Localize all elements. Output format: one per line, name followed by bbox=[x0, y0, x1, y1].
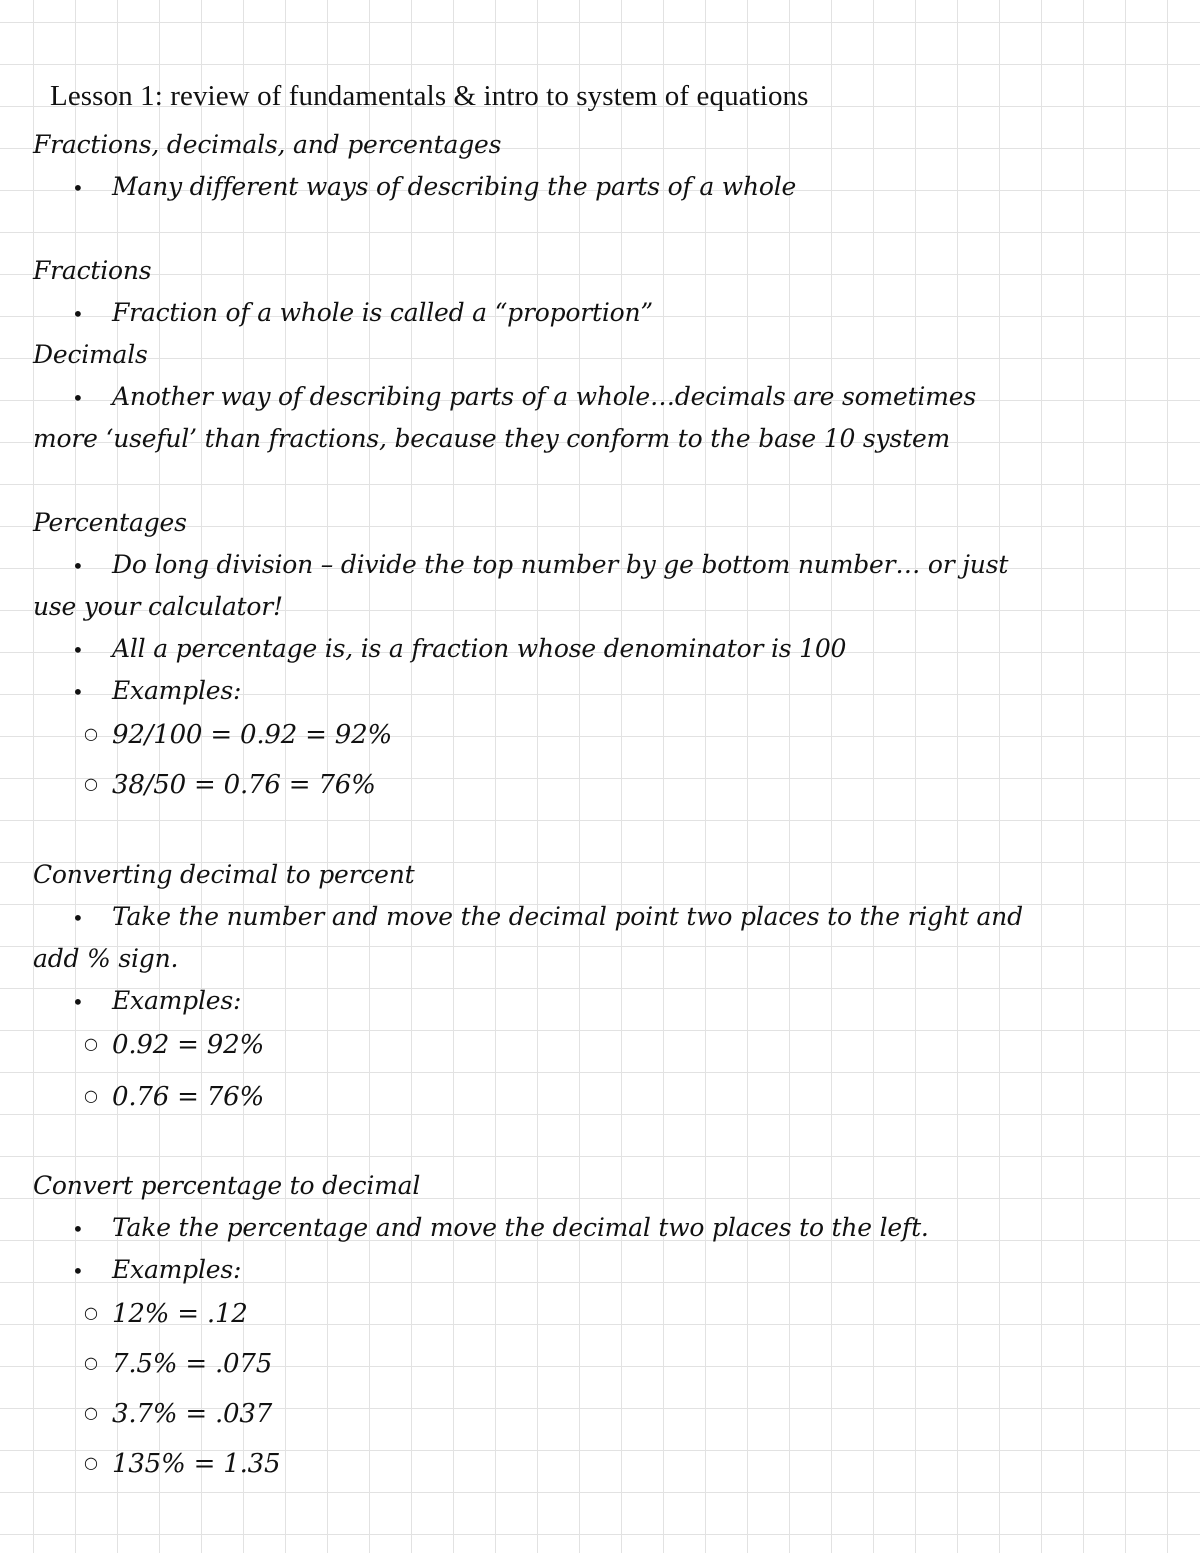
bullet-icon: • bbox=[72, 990, 84, 1014]
example-text: 7.5% = .075 bbox=[112, 1349, 273, 1379]
page-title: Lesson 1: review of fundamentals & intro to system of equations bbox=[50, 80, 809, 112]
bullet-item bbox=[72, 675, 241, 708]
bullet-item bbox=[72, 171, 796, 204]
example-item bbox=[84, 1080, 264, 1113]
bullet-icon: • bbox=[72, 386, 84, 410]
bullet-text: Take the number and move the decimal point two places to the right and bbox=[112, 902, 1023, 931]
bullet-item bbox=[72, 1254, 241, 1287]
section-heading-decimals: Decimals bbox=[33, 340, 148, 369]
bullet-icon: • bbox=[72, 1259, 84, 1283]
example-item bbox=[84, 1297, 248, 1330]
example-item bbox=[84, 718, 392, 751]
circle-bullet-icon: ○ bbox=[84, 1403, 98, 1422]
bullet-icon: • bbox=[72, 554, 84, 578]
bullet-text: Examples: bbox=[112, 986, 242, 1015]
bullet-text-continuation: add % sign. bbox=[33, 944, 179, 973]
bullet-text: Take the percentage and move the decimal two places to the left. bbox=[112, 1213, 929, 1242]
example-item bbox=[84, 1028, 264, 1061]
bullet-text: Another way of describing parts of a whole…decimals are sometimes bbox=[112, 382, 976, 411]
bullet-text-continuation: use your calculator! bbox=[33, 592, 283, 621]
example-text: 0.92 = 92% bbox=[112, 1030, 264, 1060]
example-text: 3.7% = .037 bbox=[112, 1399, 273, 1429]
example-item bbox=[84, 1447, 280, 1480]
bullet-icon: • bbox=[72, 1217, 84, 1241]
bullet-icon: • bbox=[72, 680, 84, 704]
example-item bbox=[84, 1347, 272, 1380]
bullet-item bbox=[72, 985, 241, 1018]
section-heading-percentages: Percentages bbox=[33, 508, 187, 537]
bullet-icon: • bbox=[72, 906, 84, 930]
bullet-item bbox=[72, 297, 653, 330]
example-text: 12% = .12 bbox=[112, 1299, 248, 1329]
bullet-icon: • bbox=[72, 638, 84, 662]
bullet-text: All a percentage is, is a fraction whose denominator is 100 bbox=[112, 634, 847, 663]
bullet-text: Many different ways of describing the parts of a whole bbox=[112, 172, 797, 201]
bullet-icon: • bbox=[72, 176, 84, 200]
bullet-item bbox=[72, 901, 1023, 934]
bullet-icon: • bbox=[72, 302, 84, 326]
circle-bullet-icon: ○ bbox=[84, 1353, 98, 1372]
circle-bullet-icon: ○ bbox=[84, 1303, 98, 1322]
example-item bbox=[84, 768, 376, 801]
bullet-text: Examples: bbox=[112, 676, 242, 705]
bullet-item bbox=[72, 633, 846, 666]
circle-bullet-icon: ○ bbox=[84, 1086, 98, 1105]
bullet-text: Examples: bbox=[112, 1255, 242, 1284]
section-heading-decimal-to-percent: Converting decimal to percent bbox=[33, 860, 415, 889]
example-text: 38/50 = 0.76 = 76% bbox=[112, 770, 376, 800]
section-heading-percent-to-decimal: Convert percentage to decimal bbox=[33, 1171, 421, 1200]
bullet-text: Do long division – divide the top number by ge bottom number… or just bbox=[112, 550, 1009, 579]
circle-bullet-icon: ○ bbox=[84, 1034, 98, 1053]
section-heading-fdp: Fractions, decimals, and percentages bbox=[33, 130, 502, 159]
bullet-item bbox=[72, 549, 1008, 582]
circle-bullet-icon: ○ bbox=[84, 724, 98, 743]
bullet-item bbox=[72, 1212, 929, 1245]
bullet-item bbox=[72, 381, 976, 414]
example-text: 0.76 = 76% bbox=[112, 1082, 264, 1112]
bullet-text-continuation: more ‘useful’ than fractions, because they conform to the base 10 system bbox=[33, 424, 951, 453]
circle-bullet-icon: ○ bbox=[84, 1453, 98, 1472]
bullet-text: Fraction of a whole is called a “proportion” bbox=[112, 298, 653, 327]
example-text: 135% = 1.35 bbox=[112, 1449, 281, 1479]
section-heading-fractions: Fractions bbox=[33, 256, 152, 285]
example-item bbox=[84, 1397, 272, 1430]
circle-bullet-icon: ○ bbox=[84, 774, 98, 793]
example-text: 92/100 = 0.92 = 92% bbox=[112, 720, 392, 750]
